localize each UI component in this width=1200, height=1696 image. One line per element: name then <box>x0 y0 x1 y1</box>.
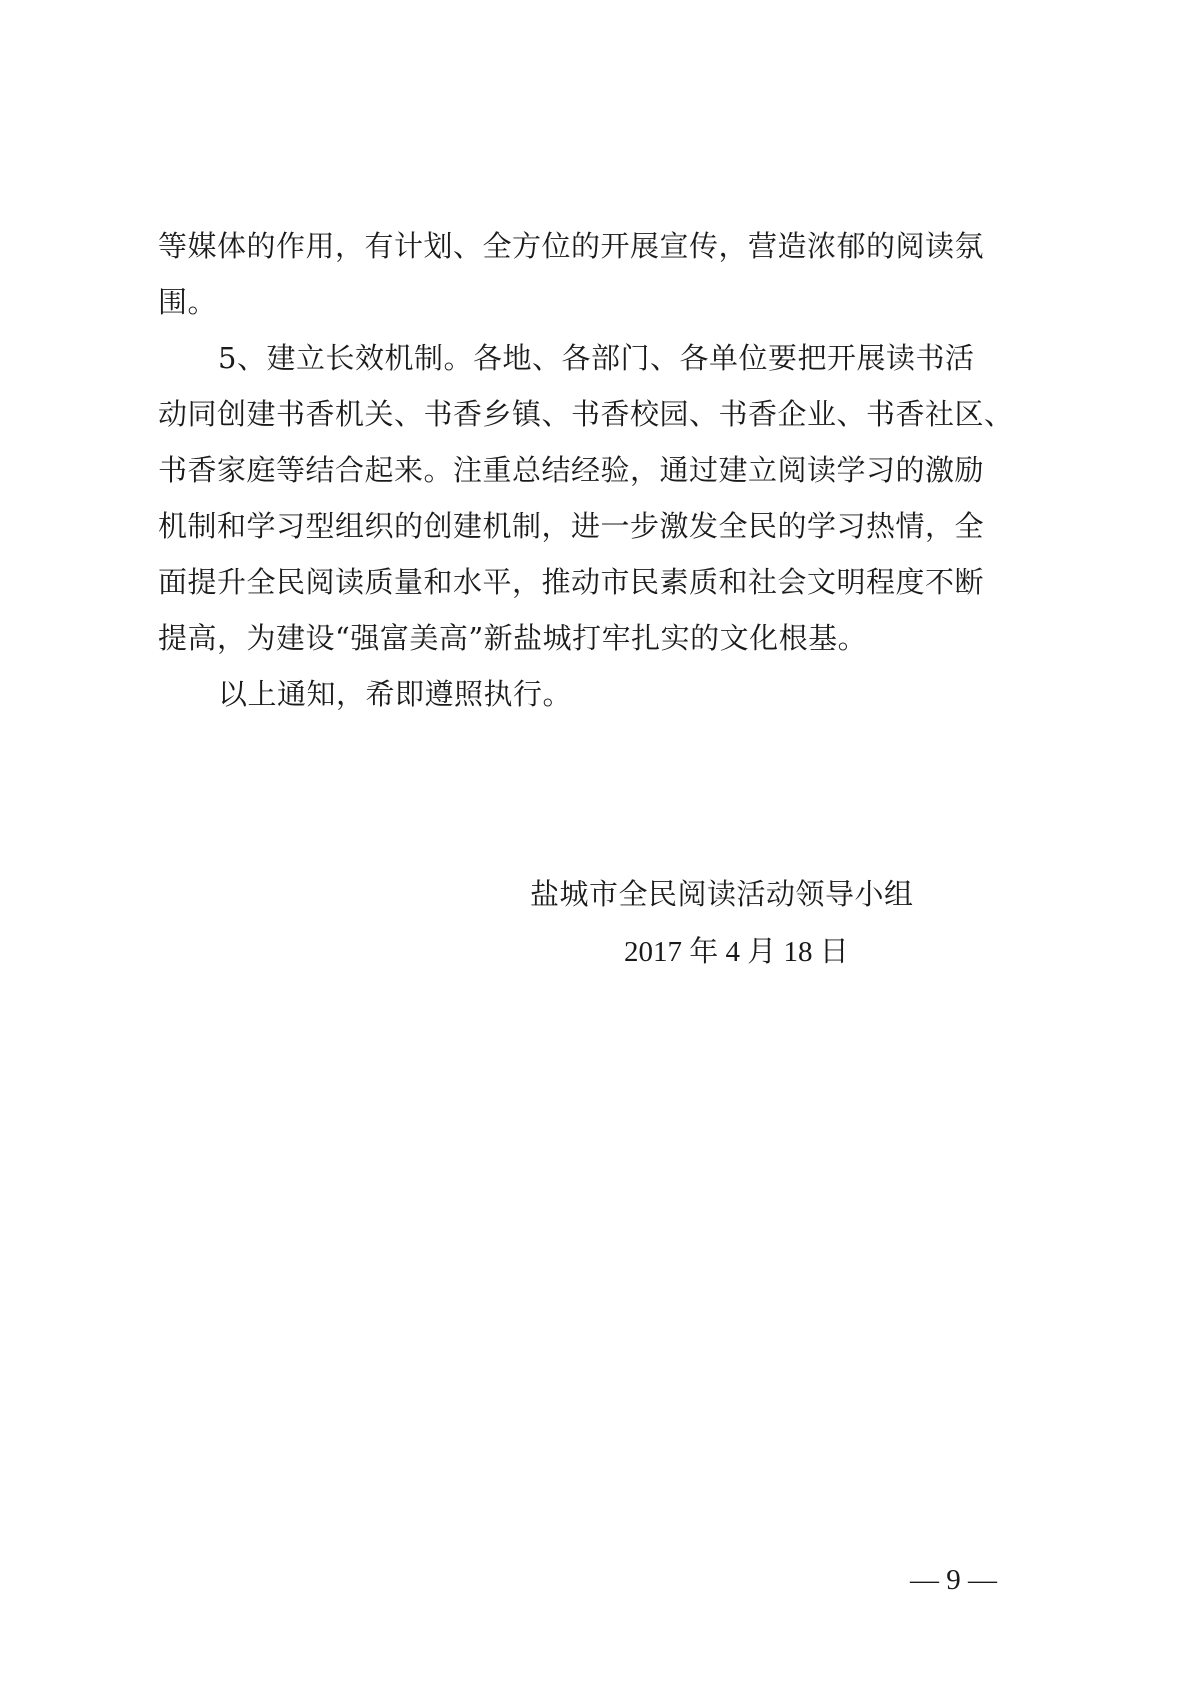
paragraph-line: 动同创建书香机关、书香乡镇、书香校园、书香企业、书香社区、 <box>158 397 1014 431</box>
paragraph-line: 书香家庭等结合起来。注重总结经验，通过建立阅读学习的激励 <box>158 453 985 487</box>
body-text <box>158 218 1058 722</box>
signature-organization: 盐城市全民阅读活动领导小组 <box>530 877 914 911</box>
paragraph-line: 以上通知，希即遵照执行。 <box>218 677 573 711</box>
paragraph-line: 提高，为建设“强富美高”新盐城打牢扎实的文化根基。 <box>158 621 868 655</box>
paragraph-line: 围。 <box>158 285 218 319</box>
paragraph-line: 等媒体的作用，有计划、全方位的开展宣传，营造浓郁的阅读氛 <box>158 229 985 263</box>
paragraph-line: 面提升全民阅读质量和水平，推动市民素质和社会文明程度不断 <box>158 565 985 599</box>
paragraph-line: 5、建立长效机制。各地、各部门、各单位要把开展读书活 <box>218 341 975 375</box>
signature-date: 2017 年 4 月 18 日 <box>624 936 849 968</box>
paragraph-line: 机制和学习型组织的创建机制，进一步激发全民的学习热情，全 <box>158 509 985 543</box>
page-number: — 9 — <box>910 1564 997 1596</box>
